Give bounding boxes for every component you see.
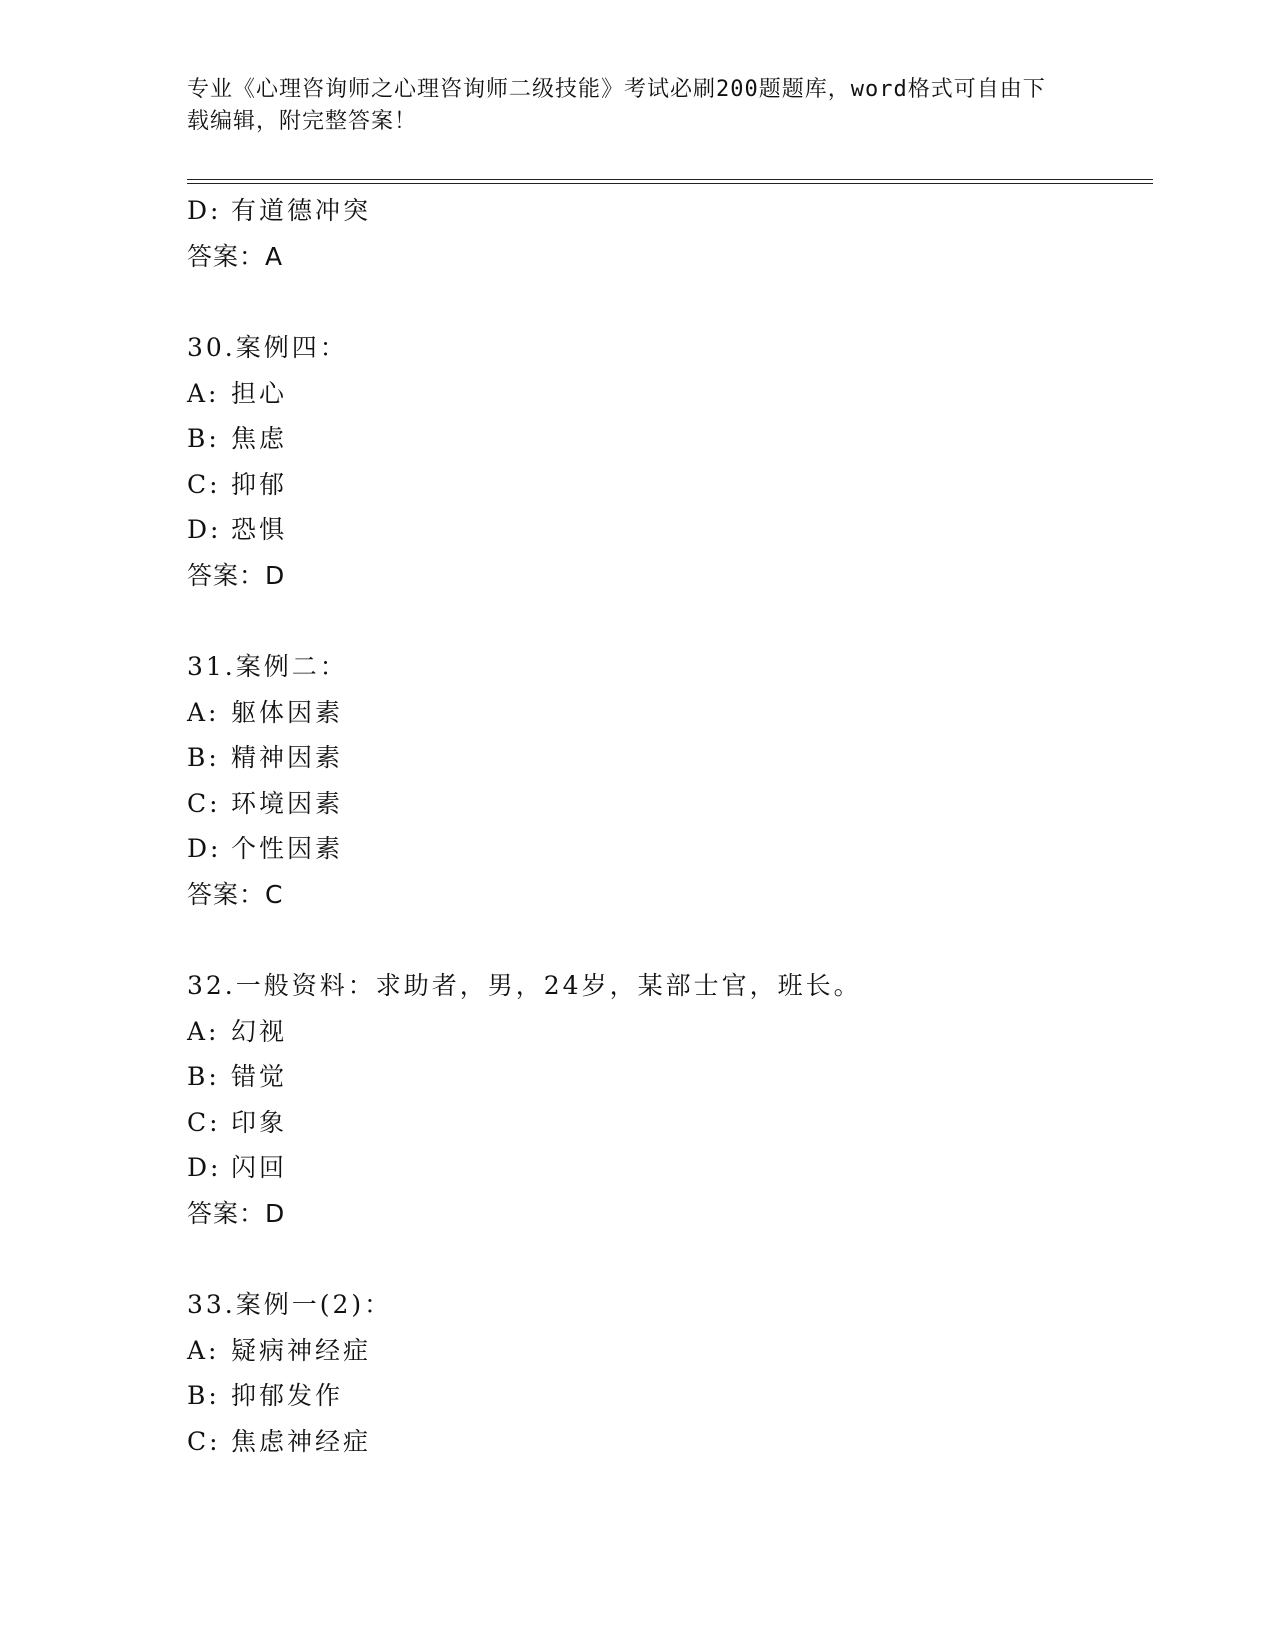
option-line: [187, 1373, 1147, 1419]
answer-line: 答案：D: [187, 560, 286, 590]
block-gap: [187, 917, 1147, 963]
answer-line: 答案：A: [187, 241, 284, 271]
option-text: 焦虑: [231, 424, 288, 453]
option-letter: D:: [187, 834, 222, 863]
option-text: 幻视: [231, 1016, 288, 1046]
option-letter: D:: [187, 515, 222, 544]
option-line: [187, 1054, 1147, 1100]
header-note: 专业《心理咨询师之心理咨询师二级技能》考试必刷200题题库，word格式可自由下载编辑，附完整答案！: [187, 77, 1046, 134]
option-letter: B:: [187, 743, 220, 772]
option-text: 焦虑神经症: [231, 1426, 372, 1456]
option-text: 印象: [231, 1107, 288, 1137]
option-line: [187, 462, 1147, 508]
option-letter: D:: [187, 1153, 222, 1182]
option-letter: A:: [187, 697, 220, 727]
question-title: 32.一般资料：求助者，男，24岁，某部士官，班长。: [187, 971, 862, 1000]
option-text: 抑郁发作: [231, 1381, 344, 1410]
option-line: [187, 188, 1147, 234]
option-text: 错觉: [231, 1062, 288, 1091]
option-letter: A:: [187, 1016, 220, 1046]
option-line: [187, 1009, 1147, 1055]
option-text: 环境因素: [231, 788, 344, 818]
option-line: [187, 1419, 1147, 1465]
option-letter: C:: [187, 1107, 221, 1137]
option-text: 闪回: [231, 1153, 288, 1182]
question-block: [187, 1282, 1147, 1464]
option-line: [187, 1100, 1147, 1146]
option-text: 抑郁: [231, 469, 288, 499]
option-letter: D:: [187, 196, 222, 225]
question-block: [187, 188, 1147, 279]
option-letter: A:: [187, 378, 220, 408]
option-text: 恐惧: [231, 515, 288, 544]
option-line: [187, 690, 1147, 736]
option-letter: C:: [187, 1426, 221, 1456]
option-letter: B:: [187, 1062, 220, 1091]
header-rule-top: [187, 179, 1153, 180]
option-letter: B:: [187, 1381, 220, 1410]
option-line: [187, 507, 1147, 553]
answer-line: 答案：C: [187, 879, 284, 909]
option-letter: B:: [187, 424, 220, 453]
question-block: [187, 963, 1147, 1236]
option-text: 躯体因素: [231, 697, 344, 727]
option-line: [187, 1328, 1147, 1374]
option-line: [187, 781, 1147, 827]
option-line: [187, 371, 1147, 417]
answer-line: 答案：D: [187, 1198, 286, 1228]
question-title: 33.案例一(2)：: [187, 1290, 393, 1319]
question-block: [187, 325, 1147, 598]
question-list: [187, 188, 1147, 1464]
option-line: [187, 1145, 1147, 1191]
option-letter: C:: [187, 788, 221, 818]
option-letter: C:: [187, 469, 221, 499]
option-line: [187, 735, 1147, 781]
option-text: 有道德冲突: [231, 196, 372, 225]
option-text: 精神因素: [231, 743, 344, 772]
option-line: [187, 416, 1147, 462]
block-gap: [187, 598, 1147, 644]
option-text: 个性因素: [231, 834, 344, 863]
block-gap: [187, 279, 1147, 325]
option-text: 疑病神经症: [231, 1335, 372, 1365]
option-text: 担心: [231, 378, 288, 408]
question-title: 31.案例二：: [187, 652, 348, 681]
option-letter: A:: [187, 1335, 220, 1365]
option-line: [187, 826, 1147, 872]
block-gap: [187, 1236, 1147, 1282]
header-rule-bottom: [187, 183, 1153, 184]
question-title: 30.案例四：: [187, 333, 348, 362]
question-block: [187, 644, 1147, 917]
